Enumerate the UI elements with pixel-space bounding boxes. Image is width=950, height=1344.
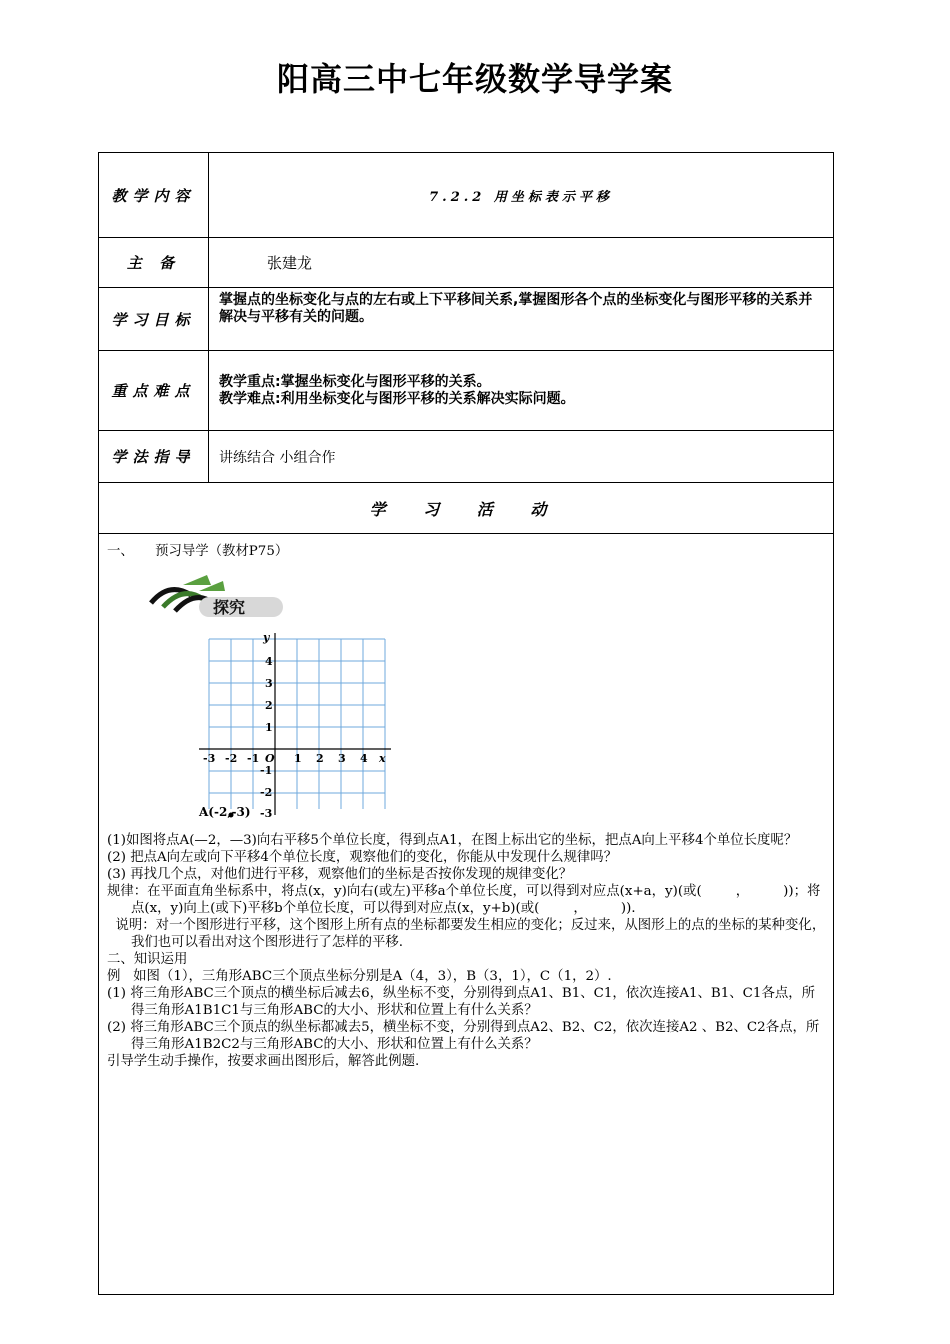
method-label: 学法指导: [99, 431, 209, 482]
y-tick: 3: [265, 677, 273, 690]
method-value: 讲练结合 小组合作: [219, 449, 336, 466]
x-tick: -3: [203, 752, 216, 765]
exercise-body: [107, 832, 827, 1070]
content-label: 教学内容: [99, 153, 209, 237]
y-tick: -1: [260, 764, 273, 777]
row-key: [99, 351, 833, 431]
rule-text: 规律：在平面直角坐标系中，将点(x，y)向右(或左)平移a个单位长度，可以得到对应点(x+a，y)(或( ， ))；将点(x，y)向上(或下)平移b个单位长度，可以得到对应点(x，y+b)(或( ， ))．: [107, 884, 821, 916]
x-axis-label: x: [379, 752, 386, 765]
row-content: [99, 153, 833, 238]
content-value: 7.2.2 用坐标表示平移: [429, 189, 613, 205]
x-tick: -1: [247, 752, 260, 765]
y-axis-label: y: [263, 631, 270, 644]
y-tick: 2: [265, 699, 273, 712]
key-label: 重点难点: [99, 351, 209, 430]
activity-heading: 学 习 活 动: [99, 483, 833, 534]
section-2-heading: 二、知识运用: [107, 952, 188, 967]
guide-text: 引导学生动手操作，按要求画出图形后，解答此例题.: [107, 1054, 420, 1069]
goal-value: 掌握点的坐标变化与点的左右或上下平移间关系,掌握图形各个点的坐标变化与图形平移的关系并解决与平移有关的问题。: [219, 292, 813, 325]
x-tick: 4: [360, 752, 368, 765]
goal-label: 学习目标: [99, 288, 209, 350]
key-value: [209, 351, 833, 430]
origin-label: O: [265, 752, 275, 765]
x-tick: -2: [225, 752, 238, 765]
example-part-1: (1) 将三角形ABC三个顶点的横坐标后减去6，纵坐标不变，分别得到点A1、B1、C1，依次连接A1、B1、C1各点，所得三角形A1B1C1与三角形ABC的大小、形状和位置上有什么关系？: [107, 986, 816, 1018]
y-tick: -2: [260, 786, 273, 799]
activity-body: [107, 543, 827, 560]
explore-label: 探究: [213, 598, 246, 617]
y-tick: -3: [260, 807, 273, 820]
question-3: (3) 再找几个点，对他们进行平移，观察他们的坐标是否按你发现的规律变化？: [107, 867, 573, 882]
x-tick: 3: [338, 752, 346, 765]
y-tick: 1: [265, 721, 273, 734]
question-2: (2) 把点A向左或向下平移4个单位长度，观察他们的变化，你能从中发现什么规律吗？: [107, 850, 618, 865]
explore-badge: [147, 573, 287, 621]
row-method: [99, 431, 833, 483]
example-text: 例 如图（1），三角形ABC三个顶点坐标分别是A（4，3），B（3，1），C（1，2）.: [107, 969, 612, 984]
key-point: 教学重点:掌握坐标变化与图形平移的关系。: [219, 373, 491, 390]
row-goal: [99, 288, 833, 351]
lesson-table: [98, 152, 834, 1295]
y-tick: 4: [265, 655, 273, 668]
example-part-2: (2) 将三角形ABC三个顶点的纵坐标都减去5，横坐标不变，分别得到点A2、B2、C2，依次连接A2 、B2、C2各点，所得三角形A1B2C2与三角形ABC的大小、形状和位置上有什么关系？: [107, 1020, 820, 1052]
x-tick: 2: [316, 752, 324, 765]
note-text: 说明：对一个图形进行平移，这个图形上所有点的坐标都要发生相应的变化；反过来，从图形上的点的坐标的某种变化，我们也可以看出对这个图形进行了怎样的平移.: [107, 918, 826, 950]
x-tick: 1: [294, 752, 302, 765]
difficulty-point: 教学难点:利用坐标变化与图形平移的关系解决实际问题。: [219, 390, 575, 407]
page-title: 阳高三中七年级数学导学案: [276, 60, 673, 98]
coordinate-graph: [199, 631, 399, 821]
row-preparer: [99, 238, 833, 288]
question-1: (1)如图将点A(—2，—3)向右平移5个单位长度，得到点A1，在图上标出它的坐标，把点A向上平移4个单位长度呢？: [107, 833, 798, 848]
section-1-heading: 一、 预习导学（教材P75）: [107, 544, 289, 559]
point-a-label: A(-2,-3): [199, 805, 251, 819]
preparer-label: 主 备: [99, 238, 209, 287]
preparer-value: 张建龙: [267, 254, 313, 272]
